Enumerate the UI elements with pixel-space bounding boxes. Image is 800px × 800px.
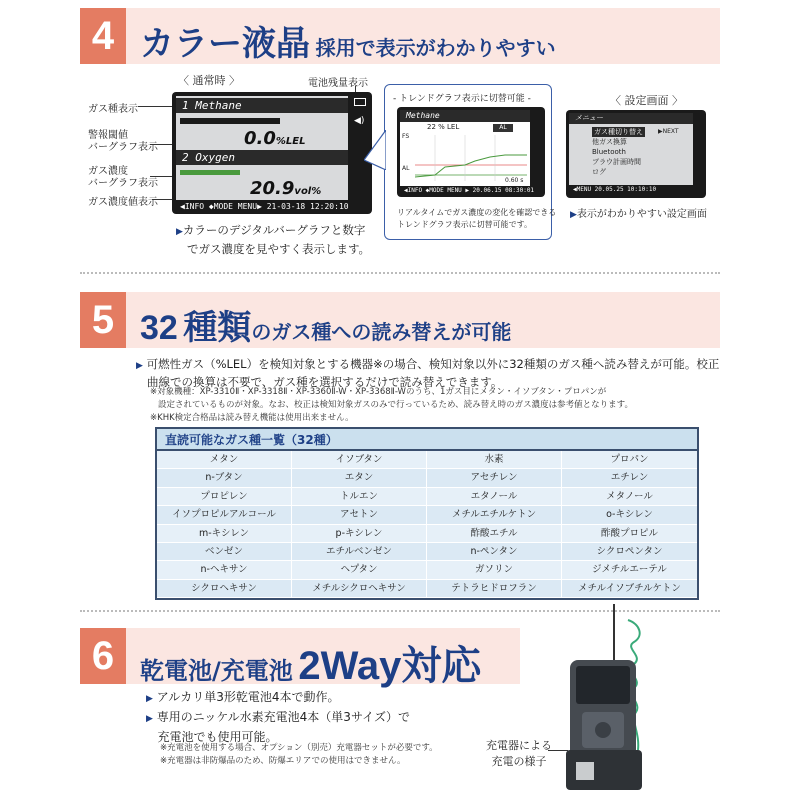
battery-icon (354, 98, 366, 106)
gas-grid (157, 451, 697, 598)
gas-cell: イソプロピルアルコール (157, 506, 292, 524)
gas-cell: p-キシレン (292, 525, 427, 543)
settings-lcd: メニュー ガス種切り替え 他ガス換算 Bluetooth ブラウ計画時間 ログ ▶NEXT ◀MENU 20.05.25 10:10:10 (566, 110, 706, 198)
settings-label: 〈 設定画面 〉 (610, 94, 683, 107)
section6-notes: ※充電池を使用する場合、オプション（別売）充電器セットが必要です。 ※充電器は非防爆品のため、防爆エリアでの使用はできません。 (160, 743, 438, 766)
gas1-value: 0.0 (244, 128, 276, 149)
gas-cell: シクロペンタン (562, 543, 697, 561)
gas-cell: n-ペンタン (427, 543, 562, 561)
gas-cell: 酢酸エチル (427, 525, 562, 543)
section-5-header (80, 292, 720, 348)
gas-cell: n-ブタン (157, 469, 292, 487)
charger-label: 充電器による 充電の様子 (486, 739, 552, 768)
gas2-value: 20.9 (250, 178, 295, 199)
section-number: 4 (80, 8, 126, 64)
normal-label: 〈 通常時 〉 (178, 74, 240, 87)
gas-cell: 酢酸プロピル (562, 525, 697, 543)
trend-graph (415, 135, 527, 181)
gas-cell: メタノール (562, 488, 697, 506)
gas-cell: エチルベンゼン (292, 543, 427, 561)
gas-cell: シクロヘキサン (157, 580, 292, 598)
main-lcd: 1 Methane 0.0%LEL 2 Oxygen 20.9vol% ◀INFO ◆MODE MENU▶ 21-03-18 12:20:10 ◀) (172, 92, 372, 214)
lcd-status-bar: ◀INFO ◆MODE MENU▶ 21-03-18 12:20:10 (176, 200, 348, 214)
gas-cell: イソブタン (292, 451, 427, 469)
gas-cell: メタン (157, 451, 292, 469)
main-caption: ▶カラーのデジタルバーグラフと数字 でガス濃度を見やすく表示します。 (176, 223, 371, 256)
gas-cell: m-キシレン (157, 525, 292, 543)
section-number: 5 (80, 292, 126, 348)
gas-cell: ヘプタン (292, 561, 427, 579)
section-number: 6 (80, 628, 126, 684)
section-title: 32 種類のガス種への読み替えが可能 (140, 308, 512, 348)
section6-bullets: ▶ アルカリ単3形乾電池4本で動作。 ▶ 専用のニッケル水素充電池4本（単3サイズ）で 充電池でも使用可能。 (146, 690, 410, 744)
settings-caption: ▶表示がわかりやすい設定画面 (570, 209, 707, 220)
gas-cell: アセトン (292, 506, 427, 524)
section5-paragraph: ▶ 可燃性ガス（%LEL）を検知対象とする機器※の場合、検知対象以外に32種類のガス種へ読み替えが可能。校正 曲線での換算は不要で、ガス種を選択するだけで読み替えできます。 (136, 357, 720, 389)
gas-cell: エタノール (427, 488, 562, 506)
gas2-name: 2 Oxygen (176, 150, 348, 165)
gas-table (155, 427, 699, 600)
gas-cell: メチルエチルケトン (427, 506, 562, 524)
gas-cell: メチルシクロヘキサン (292, 580, 427, 598)
gas-cell: トルエン (292, 488, 427, 506)
gas-cell: ジメチルエーテル (562, 561, 697, 579)
section-title: 乾電池/充電池 2Way対応 (140, 644, 482, 688)
gas-cell: ベンゼン (157, 543, 292, 561)
trend-lcd: Methane 22 % LEL AL FS AL 0.60 s ◀INFO ◆MODE MENU ▶ 20.06.15 08:30:01 (397, 107, 545, 197)
gas-cell: ガソリン (427, 561, 562, 579)
trend-box: - トレンドグラフ表示に切替可能 - Methane 22 % LEL AL FS AL 0.60 s ◀INFO ◆MODE MENU ▶ 20.06.15 08:30:01 リアルタイムでガス濃度の変化を確認できる トレンドグラフ表示に切替可能です。 (384, 84, 552, 240)
gas-cell: n-ヘキサン (157, 561, 292, 579)
section5-notes: ※対象機種：XP-3310Ⅱ・XP-3318Ⅱ・XP-3360Ⅱ-W・XP-3368Ⅱ-Wのうち、1ガス目にメタン・イソブタン・プロパンが 設定されているものが対象。なお、校正は検知対象ガスのみで行っているため、読み替え時のガス濃度は参考値となります。 ※KHK検定合格品は読み替え機能は使用出来ません。 (150, 387, 633, 423)
battery-label: 電池残量表示 (308, 78, 368, 89)
gas-cell: アセチレン (427, 469, 562, 487)
gas-cell: o-キシレン (562, 506, 697, 524)
gas-cell: プロパン (562, 451, 697, 469)
gas-table-title: 直読可能なガス種一覧（32種） (157, 429, 697, 451)
gas1-name: 1 Methane (176, 98, 348, 113)
gas-cell: エタン (292, 469, 427, 487)
gas-cell: エチレン (562, 469, 697, 487)
gas-cell: プロピレン (157, 488, 292, 506)
section-title: カラー液晶 採用で表示がわかりやすい (140, 24, 556, 64)
gas-cell: 水素 (427, 451, 562, 469)
section-4-header (80, 8, 720, 64)
gas-cell: テトラヒドロフラン (427, 580, 562, 598)
gas-type-label: ガス種表示 (88, 104, 138, 115)
gas-cell: メチルイソブチルケトン (562, 580, 697, 598)
speaker-icon: ◀) (354, 116, 365, 126)
charger-device-illustration (560, 600, 680, 796)
